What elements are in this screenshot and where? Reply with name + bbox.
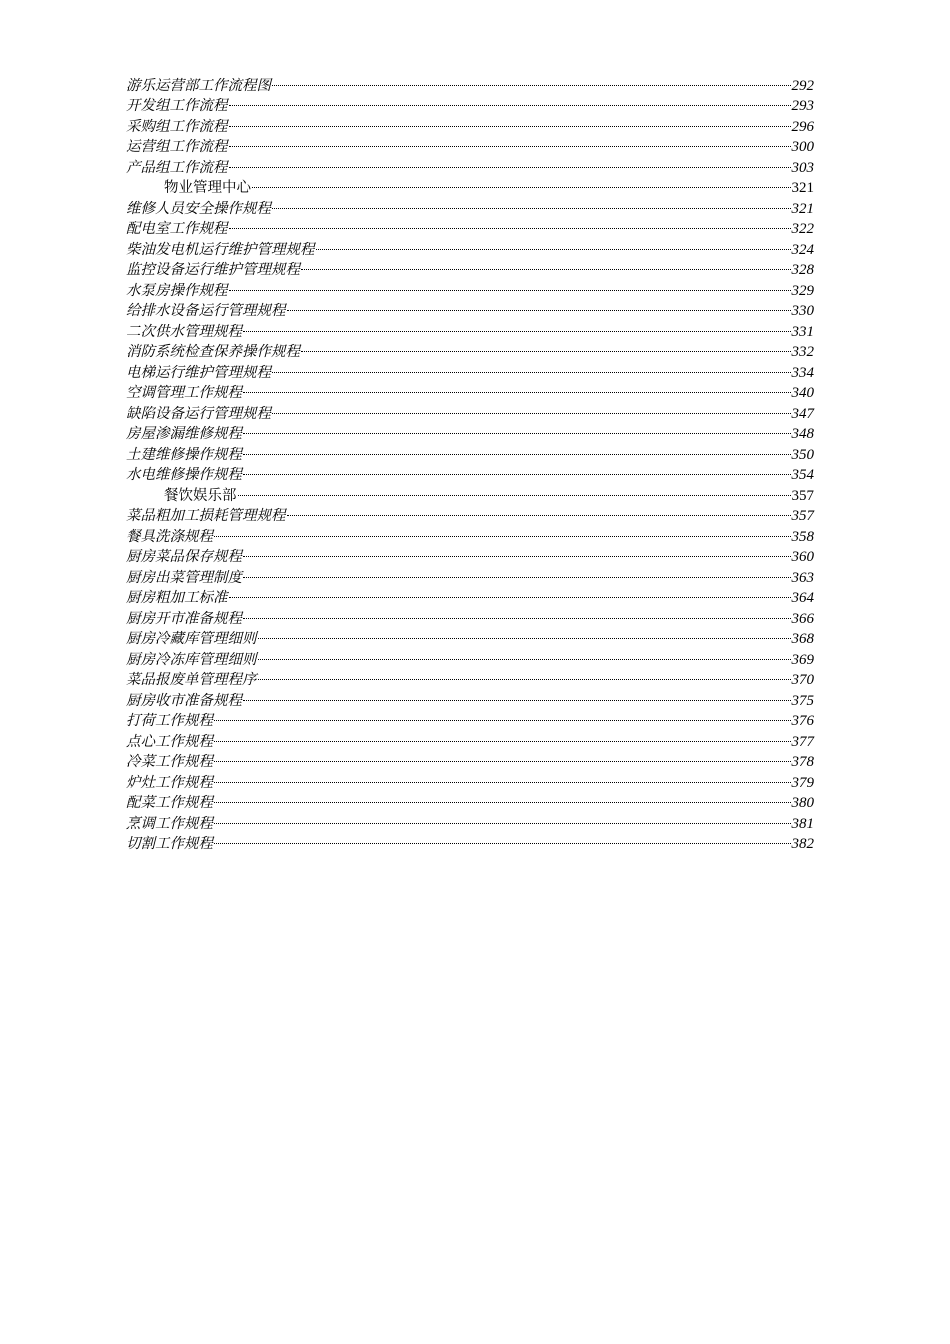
toc-entry-page-number: 321 — [791, 200, 814, 217]
toc-dot-leader — [229, 90, 791, 111]
toc-entry[interactable] — [126, 541, 814, 565]
toc-entry-title: 开发组工作流程 — [126, 98, 228, 114]
toc-entry-title: 餐饮娱乐部 — [164, 487, 237, 504]
toc-entry-title: 厨房粗加工标准 — [126, 590, 228, 606]
toc-entry-page-number: 330 — [791, 303, 814, 319]
toc-entry-page-number: 381 — [791, 815, 814, 832]
toc-entry-page-number: 350 — [791, 446, 814, 463]
toc-entry[interactable] — [126, 274, 814, 299]
toc-entry-title: 厨房收市准备规程 — [126, 692, 242, 709]
toc-dot-leader — [214, 705, 791, 726]
toc-entry[interactable] — [126, 110, 814, 135]
toc-entry-title: 冷菜工作规程 — [126, 754, 213, 770]
toc-entry-page-number: 377 — [791, 733, 814, 750]
toc-entry[interactable] — [126, 807, 814, 832]
toc-entry[interactable] — [126, 766, 814, 791]
toc-dot-leader — [238, 479, 791, 500]
toc-entry-title: 采购组工作流程 — [126, 118, 228, 135]
toc-entry[interactable] — [126, 582, 814, 606]
toc-entry-page-number: 347 — [791, 405, 814, 422]
toc-entry-page-number: 360 — [791, 549, 814, 565]
toc-dot-leader — [316, 233, 791, 254]
toc-dot-leader — [272, 397, 791, 418]
toc-dot-leader — [229, 582, 791, 603]
toc-dot-leader — [258, 623, 791, 644]
toc-entry-title: 厨房开市准备规程 — [126, 610, 242, 627]
toc-entry-title: 厨房冷冻库管理细则 — [126, 651, 257, 668]
toc-entry-title: 监控设备运行维护管理规程 — [126, 262, 300, 278]
toc-entry-page-number: 368 — [791, 631, 814, 647]
toc-entry[interactable] — [126, 520, 814, 545]
toc-entry-page-number: 334 — [791, 364, 814, 381]
toc-dot-leader — [214, 746, 791, 767]
toc-dot-leader — [243, 541, 791, 562]
toc-dot-leader — [243, 684, 791, 705]
toc-entry-page-number: 376 — [791, 713, 814, 729]
toc-entry-page-number: 303 — [791, 159, 814, 176]
toc-entry[interactable] — [126, 787, 814, 811]
toc-entry-page-number: 354 — [791, 467, 814, 483]
toc-dot-leader — [229, 151, 791, 172]
toc-dot-leader — [258, 664, 791, 685]
toc-entry-title: 柴油发电机运行维护管理规程 — [126, 241, 315, 258]
toc-section-heading[interactable] — [126, 172, 814, 196]
toc-entry-page-number: 296 — [791, 118, 814, 135]
toc-entry-page-number: 331 — [791, 323, 814, 340]
toc-entry-page-number: 293 — [791, 98, 814, 114]
toc-entry-page-number: 363 — [791, 569, 814, 586]
toc-dot-leader — [243, 315, 791, 336]
toc-entry-title: 二次供水管理规程 — [126, 323, 242, 340]
toc-dot-leader — [272, 356, 791, 377]
toc-entry[interactable] — [126, 746, 814, 770]
toc-entry-page-number: 340 — [791, 385, 814, 401]
toc-entry-page-number: 364 — [791, 590, 814, 606]
toc-entry-title: 餐具洗涤规程 — [126, 528, 213, 545]
toc-entry-title: 配电室工作规程 — [126, 221, 228, 237]
toc-entry-title: 游乐运营部工作流程图 — [126, 77, 271, 94]
toc-entry-title: 给排水设备运行管理规程 — [126, 303, 286, 319]
toc-entry[interactable] — [126, 69, 814, 94]
toc-entry[interactable] — [126, 213, 814, 237]
toc-dot-leader — [301, 254, 791, 275]
toc-entry-title: 运营组工作流程 — [126, 139, 228, 155]
toc-entry-title: 房屋渗漏维修规程 — [126, 426, 242, 442]
toc-entry-page-number: 292 — [791, 77, 814, 94]
toc-entry-page-number: 358 — [791, 528, 814, 545]
toc-entry[interactable] — [126, 131, 814, 155]
toc-entry-title: 点心工作规程 — [126, 733, 213, 750]
toc-dot-leader — [243, 459, 791, 480]
toc-dot-leader — [243, 438, 791, 459]
toc-entry-page-number: 379 — [791, 774, 814, 791]
toc-entry-title: 电梯运行维护管理规程 — [126, 364, 271, 381]
toc-dot-leader — [229, 110, 791, 131]
toc-dot-leader — [243, 418, 791, 439]
toc-entry-title: 水泵房操作规程 — [126, 282, 228, 299]
toc-dot-leader — [214, 787, 791, 808]
toc-entry-title: 空调管理工作规程 — [126, 385, 242, 401]
toc-dot-leader — [214, 807, 791, 828]
toc-entry-page-number: 332 — [791, 344, 814, 360]
toc-entry[interactable] — [126, 828, 814, 852]
toc-dot-leader — [214, 520, 791, 541]
toc-entry-title: 维修人员安全操作规程 — [126, 200, 271, 217]
toc-entry-page-number: 321 — [791, 180, 814, 196]
toc-entry-title: 打荷工作规程 — [126, 713, 213, 729]
toc-entry-title: 炉灶工作规程 — [126, 774, 213, 791]
toc-entry-page-number: 380 — [791, 795, 814, 811]
toc-entry-page-number: 329 — [791, 282, 814, 299]
toc-entry[interactable] — [126, 151, 814, 176]
toc-entry-page-number: 382 — [791, 836, 814, 852]
toc-entry-title: 土建维修操作规程 — [126, 446, 242, 463]
toc-dot-leader — [229, 213, 791, 234]
toc-entry-title: 厨房菜品保存规程 — [126, 549, 242, 565]
toc-dot-leader — [252, 172, 791, 193]
toc-entry-title: 烹调工作规程 — [126, 815, 213, 832]
toc-dot-leader — [272, 192, 791, 213]
toc-dot-leader — [243, 561, 791, 582]
toc-entry-title: 菜品报废单管理程序 — [126, 672, 257, 688]
toc-entry-page-number: 366 — [791, 610, 814, 627]
toc-entry-title: 配菜工作规程 — [126, 795, 213, 811]
toc-entry-page-number: 369 — [791, 651, 814, 668]
toc-entry-page-number: 328 — [791, 262, 814, 278]
toc-entry[interactable] — [126, 295, 814, 319]
toc-entry-page-number: 378 — [791, 754, 814, 770]
toc-dot-leader — [287, 295, 791, 316]
toc-entry[interactable] — [126, 602, 814, 627]
toc-entry-title: 物业管理中心 — [164, 180, 251, 196]
toc-dot-leader — [301, 336, 791, 357]
toc-dot-leader — [243, 377, 791, 398]
toc-entry-page-number: 357 — [791, 487, 814, 504]
toc-entry-page-number: 324 — [791, 241, 814, 258]
toc-entry-page-number: 370 — [791, 672, 814, 688]
toc-entry-title: 水电维修操作规程 — [126, 467, 242, 483]
toc-dot-leader — [229, 274, 791, 295]
toc-entry-title: 缺陷设备运行管理规程 — [126, 405, 271, 422]
toc-entry[interactable] — [126, 233, 814, 258]
toc-dot-leader — [229, 131, 791, 152]
toc-dot-leader — [287, 500, 791, 521]
toc-entry-title: 菜品粗加工损耗管理规程 — [126, 508, 286, 524]
toc-entry-title: 厨房出菜管理制度 — [126, 569, 242, 586]
toc-entry-title: 切割工作规程 — [126, 836, 213, 852]
toc-dot-leader — [272, 69, 791, 90]
toc-entry[interactable] — [126, 90, 814, 114]
toc-dot-leader — [258, 643, 791, 664]
toc-dot-leader — [214, 766, 791, 787]
toc-entry-title: 产品组工作流程 — [126, 159, 228, 176]
table-of-contents — [126, 69, 814, 852]
toc-entry-title: 厨房冷藏库管理细则 — [126, 631, 257, 647]
toc-dot-leader — [214, 725, 791, 746]
toc-entry[interactable] — [126, 725, 814, 750]
toc-dot-leader — [243, 602, 791, 623]
toc-entry-title: 消防系统检查保养操作规程 — [126, 344, 300, 360]
toc-entry[interactable] — [126, 705, 814, 729]
toc-entry-page-number: 357 — [791, 508, 814, 524]
toc-entry-page-number: 322 — [791, 221, 814, 237]
toc-entry-page-number: 375 — [791, 692, 814, 709]
toc-entry-page-number: 348 — [791, 426, 814, 442]
toc-dot-leader — [214, 828, 791, 849]
toc-entry-page-number: 300 — [791, 139, 814, 155]
